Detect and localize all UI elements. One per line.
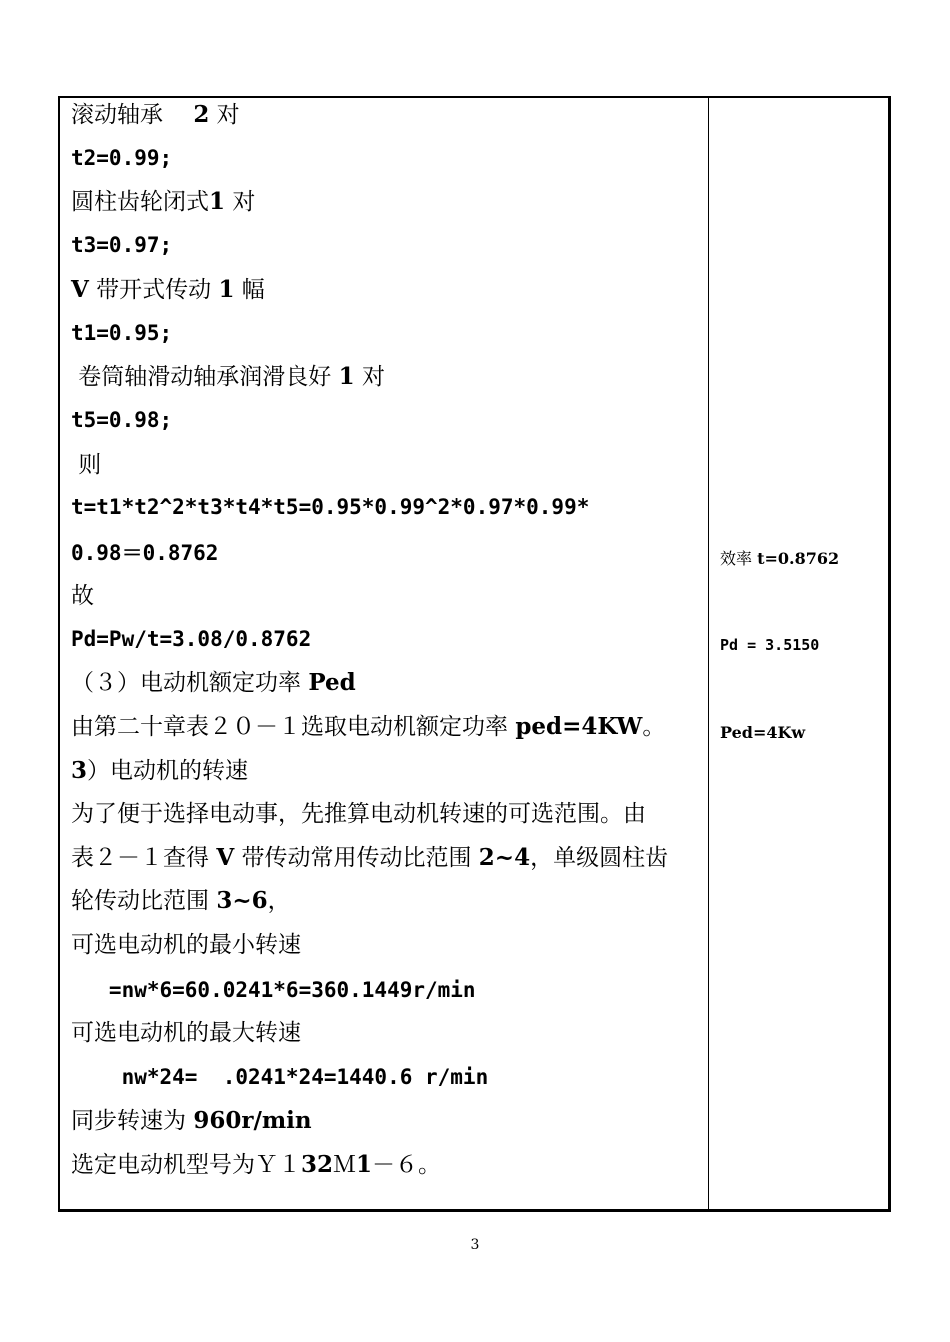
text-line [71, 930, 301, 960]
text-line [71, 624, 311, 654]
text-line [71, 1106, 312, 1136]
text-run: （３）电动机额定功率 [71, 670, 309, 696]
text-run: 卷筒轴滑动轴承润滑良好 [71, 364, 339, 390]
side-note-efficiency [720, 548, 839, 570]
text-run: 2~4 [478, 844, 531, 871]
text-run: V [71, 276, 89, 303]
text-run: 32 [301, 1151, 334, 1178]
text-run: 轮传动比范围 [71, 888, 217, 914]
text-line [71, 275, 265, 305]
text-line [71, 187, 255, 217]
text-run: 由第二十章表２０－１选取电动机额定功率 [71, 714, 516, 740]
text-run: ， [267, 888, 291, 914]
text-run: ，单级圆柱齿 [530, 845, 669, 871]
text-line [71, 143, 172, 173]
text-run: Pd=Pw/t=3.08/0.8762 [71, 627, 312, 651]
text-run: 3 [71, 757, 88, 784]
text-line [71, 756, 248, 786]
text-line [71, 712, 665, 742]
column-divider [708, 96, 709, 1212]
text-run: t1=0.95; [71, 321, 173, 345]
text-line [71, 492, 589, 522]
text-run: =nw*6=60.0241*6=360.1449r/min [71, 978, 476, 1002]
text-run: 1 [209, 188, 226, 215]
text-line [71, 362, 385, 392]
text-run: t2=0.99; [71, 146, 173, 170]
text-run: 幅 [234, 277, 265, 303]
text-run: t5=0.98; [71, 408, 173, 432]
text-run: 带开式传动 [88, 277, 219, 303]
text-run: 则 [71, 452, 102, 478]
text-run: ）电动机的转速 [87, 758, 249, 784]
text-run: 选定电动机型号为Ｙ１ [71, 1152, 301, 1178]
text-line [71, 230, 172, 260]
text-run: 。 [642, 714, 666, 740]
text-line [71, 450, 101, 480]
text-run: 为了便于选择电动事，先推算电动机转速的可选范围。由 [71, 801, 646, 827]
text-run: 对 [209, 102, 240, 128]
text-run: －６。 [372, 1152, 442, 1178]
text-run: 故 [71, 583, 94, 609]
text-run: nw*24= .0241*24=1440.6 r/min [71, 1065, 489, 1089]
text-line [71, 1062, 488, 1092]
text-run: 1 [218, 276, 235, 303]
text-run: 0.98＝0.8762 [71, 541, 219, 565]
page-number: 3 [470, 1237, 480, 1253]
text-run: 滚动轴承 [71, 102, 194, 128]
text-run: Ped [308, 669, 356, 696]
text-line [71, 1150, 441, 1180]
text-line [71, 668, 356, 698]
text-run: 对 [225, 189, 256, 215]
text-run: 圆柱齿轮闭式 [71, 189, 209, 215]
text-line [71, 975, 476, 1005]
text-run: ped=4KW [515, 713, 643, 740]
text-run: 同步转速为 [71, 1108, 194, 1134]
text-run: 960r/min [193, 1107, 312, 1134]
text-run: 3~6 [216, 887, 268, 914]
text-run: V [216, 844, 235, 871]
text-line [71, 405, 172, 435]
text-line [71, 538, 218, 568]
text-line [71, 100, 240, 130]
side-note-efficiency-value: t=0.8762 [757, 549, 840, 568]
text-line [71, 1018, 301, 1048]
side-note-efficiency-label: 效率 [720, 549, 758, 568]
text-run: t3=0.97; [71, 233, 173, 257]
text-run: Ｍ [333, 1152, 357, 1178]
text-run: 1 [356, 1151, 373, 1178]
side-note-ped: Ped=4Kw [720, 723, 806, 742]
text-run: 可选电动机的最大转速 [71, 1020, 301, 1046]
text-run: 表２－１查得 [71, 845, 217, 871]
text-run: 2 [193, 101, 210, 128]
text-run: 带传动常用传动比范围 [234, 845, 479, 871]
text-run: t=t1*t2^2*t3*t4*t5=0.95*0.99^2*0.97*0.99* [71, 495, 590, 519]
text-run: 可选电动机的最小转速 [71, 932, 301, 958]
text-run: 1 [338, 363, 355, 390]
side-note-pd: Pd = 3.5150 [720, 636, 820, 654]
text-run: 对 [354, 364, 385, 390]
text-line [71, 886, 291, 916]
text-line [71, 799, 646, 829]
text-line [71, 318, 172, 348]
text-line [71, 581, 94, 611]
text-line [71, 843, 668, 873]
